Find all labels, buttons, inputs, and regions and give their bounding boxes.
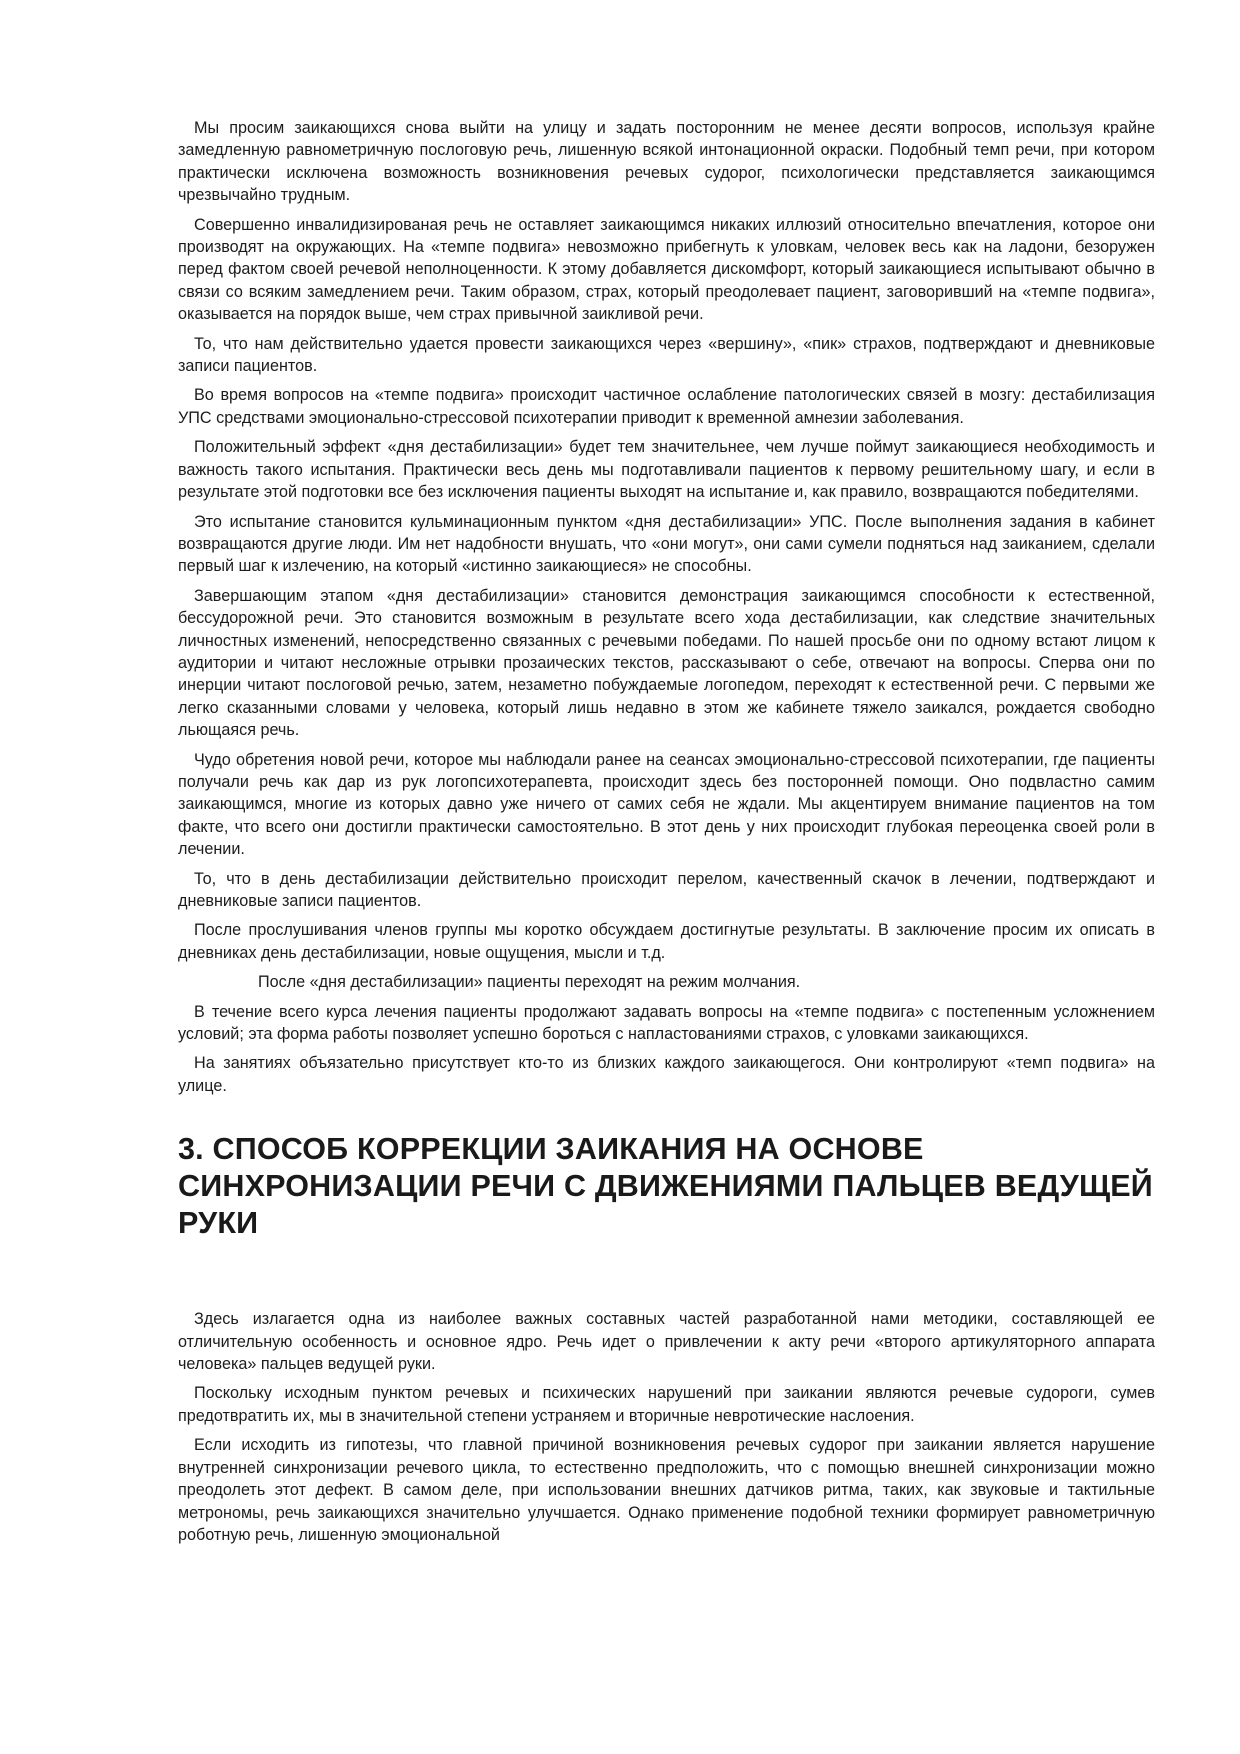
- paragraph: То, что в день дестабилизации действительно происходит перелом, качественный скачок в лечении, подтверждают и дневниковые записи пациентов.: [178, 869, 1155, 910]
- paragraph: Поскольку исходным пунктом речевых и психических нарушений при заикании являются речевые судороги, сумев предотвратить их, мы в значительной степени устраняем и вторичные невротические наслоения.: [178, 1384, 1155, 1425]
- paragraph: Здесь излагается одна из наиболее важных составных частей разработанной нами методики, составляющей ее отличительную особенность и основное ядро. Речь идет о привлечении к акту речи «второго артикуляторного аппарата человека» пальцев ведущей руки.: [178, 1310, 1155, 1374]
- heading-spacer: [178, 1242, 1155, 1308]
- section-heading: 3. СПОСОБ КОРРЕКЦИИ ЗАИКАНИЯ НА ОСНОВЕ СИНХРОНИЗАЦИИ РЕЧИ С ДВИЖЕНИЯМИ ПАЛЬЦЕВ ВЕДУЩЕЙ РУКИ: [178, 1132, 1153, 1241]
- paragraph: Мы просим заикающихся снова выйти на улицу и задать посторонним не менее десяти вопросов, используя крайне замедленную равнометричную послоговую речь, лишенную всякой интонационной окраски. Подобный темп речи, при котором практически исключена возможность возникновения речевых судорог, психологически представляется заикающимся чрезвычайно трудным.: [178, 119, 1155, 205]
- paragraph: То, что нам действительно удается провести заикающихся через «вершину», «пик» страхов, подтверждают и дневниковые записи пациентов.: [178, 334, 1155, 376]
- paragraph: Это испытание становится кульминационным пунктом «дня дестабилизации» УПС. После выполнения задания в кабинет возвращаются другие люди. Им нет надобности внушать, что «они могут», они сами сумели подняться над заиканием, сделали первый шаг к излечению, на который «истинно заикающиеся» не способны.: [178, 512, 1155, 576]
- paragraph: Завершающим этапом «дня дестабилизации» становится демонстрация заикающимся способности к естественной, бессудорожной речи. Это становится возможным в результате всего хода дестабилизации, как следствие значительных личностных изменений, непосредственно связанных с речевыми победами. По нашей просьбе они по одному встают лицом к аудитории и читают несложные отрывки прозаических текстов, рассказывают о себе, отвечают на вопросы. Сперва они по инерции читают послоговой речью, затем, незаметно побуждаемые логопедом, переходят к естественной речи. С первыми же легко сказанными словами у человека, который лишь недавно в этом же кабинете тяжело заикался, рождается свободно льющаяся речь.: [178, 586, 1155, 740]
- paragraph: Если исходить из гипотезы, что главной причиной возникновения речевых судорог при заикании является нарушение внутренней синхронизации речевого цикла, то естественно предположить, что с помощью внешней синхронизации можно преодолеть этот дефект. В самом деле, при использовании внешних датчиков ритма, таких, как звуковые и тактильные метрономы, речь заикающихся значительно улучшается. Однако применение подобной техники формирует равнометричную роботную речь, лишенную эмоциональной: [178, 1436, 1155, 1544]
- paragraph: На занятиях объязательно присутствует кто-то из близких каждого заикающегося. Они контролируют «темп подвига» на улице.: [178, 1054, 1155, 1095]
- silence-mode-line: После «дня дестабилизации» пациенты переходят на режим молчания.: [258, 973, 801, 992]
- paragraph: Чудо обретения новой речи, которое мы наблюдали ранее на сеансах эмоционально-стрессовой психотерапии, где пациенты получали речь как дар из рук логопсихотерапевта, происходит здесь без посторонней помощи. Оно подвластно самим заикающимся, многие из которых давно уже ничего от самих себя не ждали. Мы акцентируем внимание пациентов на том факте, что всего они достигли практически самостоятельно. В этот день у них происходит глубокая переоценка своей роли в лечении.: [178, 750, 1155, 859]
- paragraph: Во время вопросов на «темпе подвига» происходит частичное ослабление патологических связей в мозгу: дестабилизация УПС средствами эмоционально-стрессовой психотерапии приводит к временной амнезии заболевания.: [178, 386, 1155, 427]
- page-content: [178, 117, 1155, 1553]
- paragraph: В течение всего курса лечения пациенты продолжают задавать вопросы на «темпе подвига» с постепенным усложнением условий; эта форма работы позволяет успешно бороться с напластованиями страхов, с уловками заикающихся.: [178, 1002, 1155, 1044]
- paragraph: Положительный эффект «дня дестабилизации» будет тем значительнее, чем лучше поймут заикающиеся необходимость и важность такого испытания. Практически весь день мы подготавливали пациентов к первому решительному шагу, и если в результате этой подготовки все без исключения пациенты выходят на испытание и, как правило, возвращаются победителями.: [178, 438, 1155, 502]
- paragraph: После прослушивания членов группы мы коротко обсуждаем достигнутые результаты. В заключение просим их описать в дневниках день дестабилизации, новые ощущения, мысли и т.д.: [178, 921, 1155, 962]
- paragraph: Совершенно инвалидизированая речь не оставляет заикающимся никаких иллюзий относительно впечатления, которое они производят на окружающих. На «темпе подвига» невозможно прибегнуть к уловкам, человек весь как на ладони, безоружен перед фактом своей речевой неполноценности. К этому добавляется дискомфорт, который заикающиеся испытывают обычно в связи со всяким замедлением речи. Таким образом, страх, который преодолевает пациент, заговоривший на «темпе подвига», оказывается на порядок выше, чем страх привычной заикливой речи.: [178, 215, 1155, 324]
